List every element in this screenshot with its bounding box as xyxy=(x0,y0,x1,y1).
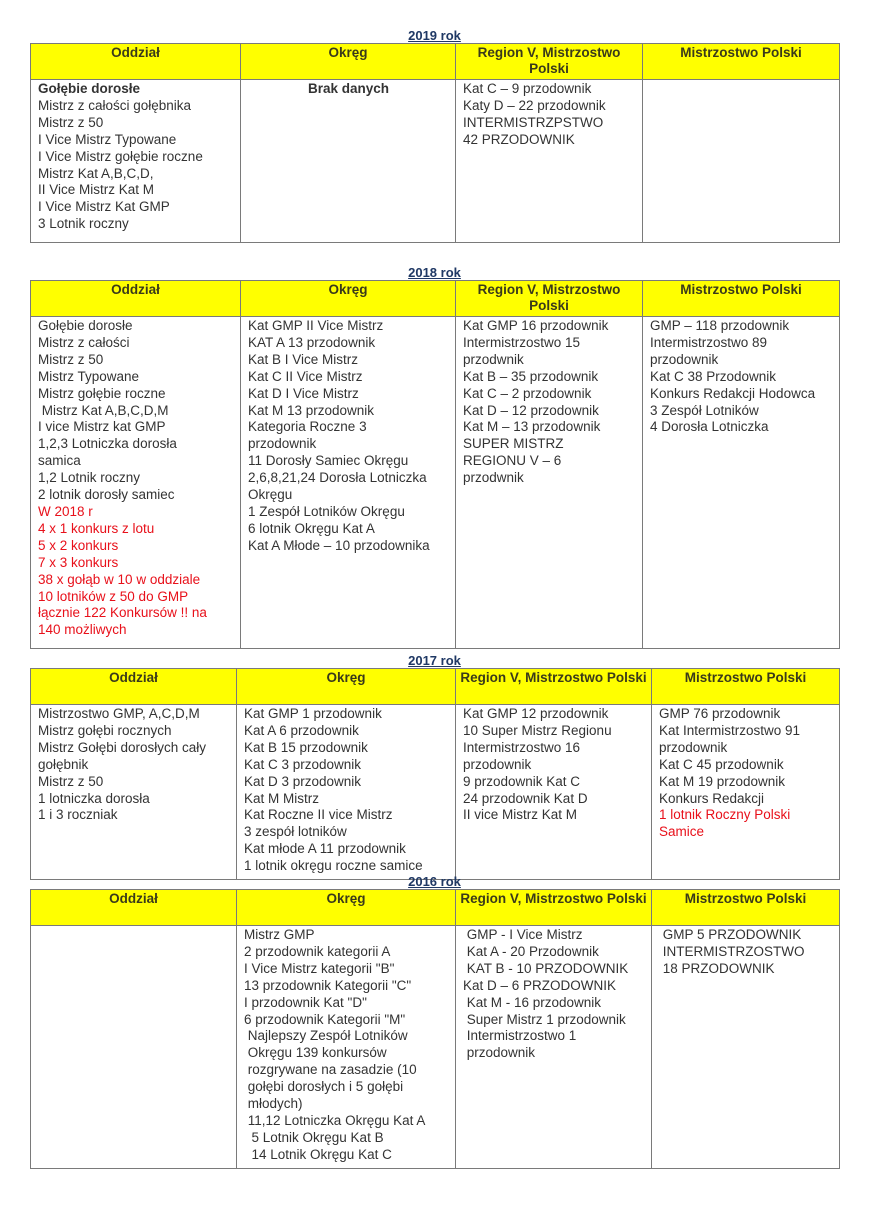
cell-line: 1 i 3 roczniak xyxy=(38,807,118,823)
cell-line: Brak danych xyxy=(307,81,390,96)
results-table xyxy=(30,43,840,243)
cell-line: Konkurs Redakcji xyxy=(659,790,765,806)
cell-line: Kat M – 13 przodownik xyxy=(463,419,601,435)
cell-line: KAT A 13 przodownik xyxy=(248,334,376,350)
section-2017 xyxy=(30,653,839,880)
cell-oddzial xyxy=(31,317,241,649)
column-header-okreg: Okręg xyxy=(241,44,456,80)
column-header-oddzial: Oddział xyxy=(31,281,241,317)
cell-line: 3 zespół lotników xyxy=(244,824,347,840)
cell-line: Kat A Młode – 10 przodownika xyxy=(248,537,430,553)
cell-line: INTERMISTRZPSTWO xyxy=(463,114,604,130)
cell-line: 4 Dorosła Lotniczka xyxy=(650,419,769,435)
cell-line: łącznie 122 Konkursów !! na xyxy=(38,605,207,621)
cell-region xyxy=(456,317,643,649)
cell-polska xyxy=(643,317,840,649)
cell-line: Kat Intermistrzostwo 91 xyxy=(659,722,801,738)
cell-line: 10 Super Mistrz Regionu xyxy=(463,722,612,738)
cell-line: Kat B 15 przodownik xyxy=(244,739,368,755)
cell-line: 6 przodownik Kategorii "M" xyxy=(244,1011,406,1027)
cell-line: Mistrz gołębi rocznych xyxy=(38,722,172,738)
cell-line: Kat C 38 Przodownik xyxy=(650,368,777,384)
table-row xyxy=(31,80,840,243)
cell-line: I Vice Mistrz gołębie roczne xyxy=(38,148,203,164)
cell-line: 1,2 Lotnik roczny xyxy=(38,470,141,486)
cell-line: Kat GMP 12 przodownik xyxy=(463,706,609,721)
column-header-region: Region V, Mistrzostwo Polski xyxy=(456,44,643,80)
cell-line: Mistrz Gołębi dorosłych cały xyxy=(38,739,207,755)
cell-line: GMP – 118 przodownik xyxy=(650,318,790,333)
cell-region xyxy=(456,80,643,243)
cell-line: Kat Roczne II vice Mistrz xyxy=(244,807,393,823)
cell-line: Kat B I Vice Mistrz xyxy=(248,351,359,367)
cell-line: GMP 5 PRZODOWNIK xyxy=(659,927,802,942)
cell-line: Mistrzostwo GMP, A,C,D,M xyxy=(38,706,200,721)
cell-line: 11 Dorosły Samiec Okręgu xyxy=(248,453,409,469)
section-2016 xyxy=(30,874,839,1169)
column-header-oddzial: Oddział xyxy=(31,890,237,926)
cell-region xyxy=(456,926,652,1169)
cell-oddzial xyxy=(31,80,241,243)
cell-line: 1,2,3 Lotniczka dorosła xyxy=(38,436,177,452)
cell-line: 1 lotnik okręgu roczne samice xyxy=(244,858,423,874)
cell-line: Super Mistrz 1 przodownik xyxy=(463,1011,626,1027)
cell-line: GMP 76 przodownik xyxy=(659,706,781,721)
table-row xyxy=(31,705,840,880)
cell-line: Intermistrzostwo 16 xyxy=(463,739,581,755)
year-title: 2018 rok xyxy=(408,265,461,280)
cell-line: Mistrz z całości gołębnika xyxy=(38,97,192,113)
cell-line: Kat C II Vice Mistrz xyxy=(248,368,363,384)
cell-line: Kat D – 12 przodownik xyxy=(463,402,599,418)
cell-line: Samice xyxy=(659,824,705,840)
cell-line: Intermistrzostwo 1 xyxy=(463,1028,577,1044)
cell-line: W 2018 r xyxy=(38,503,93,519)
cell-line: gołębi dorosłych i 5 gołębi xyxy=(244,1079,404,1095)
column-header-okreg: Okręg xyxy=(237,669,456,705)
cell-line: II Vice Mistrz Kat M xyxy=(38,182,155,198)
cell-line: Kat D – 6 PRZODOWNIK xyxy=(463,977,617,993)
cell-line: przodownik xyxy=(248,436,317,452)
table-header-row xyxy=(31,44,840,80)
cell-line: przodwnik xyxy=(463,351,524,367)
cell-line: 18 PRZODOWNIK xyxy=(659,960,775,976)
column-header-okreg: Okręg xyxy=(241,281,456,317)
table-header-row xyxy=(31,281,840,317)
cell-line: Kategoria Roczne 3 xyxy=(248,419,367,435)
cell-line: przodwnik xyxy=(463,470,524,486)
cell-line: I Vice Mistrz Typowane xyxy=(38,131,177,147)
cell-line: 42 PRZODOWNIK xyxy=(463,131,575,147)
year-title: 2016 rok xyxy=(408,874,461,889)
cell-line: Gołębie dorosłe xyxy=(38,81,141,96)
cell-line: INTERMISTRZOSTWO xyxy=(659,943,805,959)
cell-line: przodownik xyxy=(463,1045,536,1061)
cell-okreg xyxy=(241,80,456,243)
cell-line: I Vice Mistrz kategorii "B" xyxy=(244,960,395,976)
cell-line: Kat M 19 przodownik xyxy=(659,773,786,789)
cell-line: Kat młode A 11 przodownik xyxy=(244,841,406,857)
cell-line: 1 Zespół Lotników Okręgu xyxy=(248,503,405,519)
cell-line: Mistrz gołębie roczne xyxy=(38,385,166,401)
cell-line: 2 przodownik kategorii A xyxy=(244,943,391,959)
cell-line: 7 x 3 konkurs xyxy=(38,554,119,570)
cell-line: przodownik xyxy=(463,756,532,772)
cell-line: Kat C – 9 przodownik xyxy=(463,81,592,96)
cell-line: 11,12 Lotniczka Okręgu Kat A xyxy=(244,1112,426,1128)
cell-line: I Vice Mistrz Kat GMP xyxy=(38,199,170,215)
cell-line: REGIONU V – 6 xyxy=(463,453,562,469)
cell-line: Kat GMP 16 przodownik xyxy=(463,318,609,333)
cell-line: SUPER MISTRZ xyxy=(463,436,564,452)
table-row xyxy=(31,926,840,1169)
cell-line: 3 Zespół Lotników xyxy=(650,402,759,418)
cell-line: Mistrz Kat A,B,C,D,M xyxy=(38,402,169,418)
cell-line: 6 lotnik Okręgu Kat A xyxy=(248,520,375,536)
cell-line: Intermistrzostwo 89 xyxy=(650,334,768,350)
cell-line: Kat A 6 przodownik xyxy=(244,722,359,738)
cell-line: 5 Lotnik Okręgu Kat B xyxy=(244,1129,384,1145)
cell-line: Okręgu xyxy=(248,487,293,503)
cell-line: przodownik xyxy=(650,351,719,367)
cell-line: Kat M - 16 przodownik xyxy=(463,994,602,1010)
cell-line: 140 możliwych xyxy=(38,622,127,638)
cell-line: Mistrz Typowane xyxy=(38,368,140,384)
cell-okreg xyxy=(237,705,456,880)
results-table xyxy=(30,889,840,1169)
cell-polska xyxy=(643,80,840,243)
cell-line: Kat M 13 przodownik xyxy=(248,402,375,418)
cell-line: Kat D I Vice Mistrz xyxy=(248,385,359,401)
column-header-okreg: Okręg xyxy=(237,890,456,926)
cell-line: 9 przodownik Kat C xyxy=(463,773,581,789)
column-header-region: Region V, Mistrzostwo Polski xyxy=(456,890,652,926)
cell-oddzial xyxy=(31,705,237,880)
column-header-polska: Mistrzostwo Polski xyxy=(652,890,840,926)
results-table xyxy=(30,668,840,880)
cell-line: Kat M Mistrz xyxy=(244,790,320,806)
cell-line: II vice Mistrz Kat M xyxy=(463,807,578,823)
cell-line: 5 x 2 konkurs xyxy=(38,537,119,553)
cell-line: 1 lotnik Roczny Polski xyxy=(659,807,791,823)
cell-region xyxy=(456,705,652,880)
cell-line: Kat C 45 przodownik xyxy=(659,756,784,772)
cell-line: 10 lotników z 50 do GMP xyxy=(38,588,189,604)
cell-line: Intermistrzostwo 15 xyxy=(463,334,581,350)
cell-line: samica xyxy=(38,453,81,469)
cell-line: Konkurs Redakcji Hodowca xyxy=(650,385,816,401)
cell-line: Mistrz Kat A,B,C,D, xyxy=(38,165,154,181)
column-header-region: Region V, Mistrzostwo Polski xyxy=(456,281,643,317)
cell-oddzial xyxy=(31,926,237,1169)
cell-line: młodych) xyxy=(244,1096,303,1112)
cell-line: Gołębie dorosłe xyxy=(38,318,133,333)
cell-line: 14 Lotnik Okręgu Kat C xyxy=(244,1146,392,1162)
column-header-region: Region V, Mistrzostwo Polski xyxy=(456,669,652,705)
cell-polska xyxy=(652,926,840,1169)
table-row xyxy=(31,317,840,649)
cell-line: gołębnik xyxy=(38,756,89,772)
column-header-polska: Mistrzostwo Polski xyxy=(643,281,840,317)
cell-line: Mistrz z 50 xyxy=(38,773,104,789)
cell-okreg xyxy=(241,317,456,649)
cell-line: GMP - I Vice Mistrz xyxy=(463,927,583,942)
table-header-row xyxy=(31,890,840,926)
cell-line: Kat C 3 przodownik xyxy=(244,756,362,772)
cell-line: I vice Mistrz kat GMP xyxy=(38,419,166,435)
results-table xyxy=(30,280,840,649)
table-header-row xyxy=(31,669,840,705)
section-2019 xyxy=(30,28,839,243)
section-2018 xyxy=(30,265,839,649)
cell-line: Okręgu 139 konkursów xyxy=(244,1045,387,1061)
cell-line: Kat A - 20 Przodownik xyxy=(463,943,599,959)
cell-line: 13 przodownik Kategorii "C" xyxy=(244,977,412,993)
cell-line: 38 x gołąb w 10 w oddziale xyxy=(38,571,201,587)
cell-line: Mistrz GMP xyxy=(244,927,315,942)
cell-line: Katy D – 22 przodownik xyxy=(463,97,606,113)
cell-line: przodownik xyxy=(659,739,728,755)
cell-line: rozgrywane na zasadzie (10 xyxy=(244,1062,417,1078)
cell-line: 2,6,8,21,24 Dorosła Lotniczka xyxy=(248,470,427,486)
column-header-polska: Mistrzostwo Polski xyxy=(643,44,840,80)
cell-line: Kat C – 2 przodownik xyxy=(463,385,592,401)
year-title: 2019 rok xyxy=(408,28,461,43)
cell-line: 24 przodownik Kat D xyxy=(463,790,588,806)
column-header-polska: Mistrzostwo Polski xyxy=(652,669,840,705)
cell-line: Kat B – 35 przodownik xyxy=(463,368,599,384)
column-header-oddzial: Oddział xyxy=(31,44,241,80)
cell-line: Kat GMP 1 przodownik xyxy=(244,706,382,721)
cell-line: Kat D 3 przodownik xyxy=(244,773,362,789)
cell-line: 2 lotnik dorosły samiec xyxy=(38,487,175,503)
cell-line: I przodownik Kat "D" xyxy=(244,994,367,1010)
year-title: 2017 rok xyxy=(408,653,461,668)
cell-line: KAT B - 10 PRZODOWNIK xyxy=(463,960,629,976)
cell-line: 4 x 1 konkurs z lotu xyxy=(38,520,155,536)
cell-polska xyxy=(652,705,840,880)
column-header-oddzial: Oddział xyxy=(31,669,237,705)
cell-line: Najlepszy Zespół Lotników xyxy=(244,1028,408,1044)
cell-line: Mistrz z 50 xyxy=(38,114,104,130)
cell-line: 3 Lotnik roczny xyxy=(38,216,129,232)
cell-line: Mistrz z 50 xyxy=(38,351,104,367)
cell-line: Mistrz z całości xyxy=(38,334,130,350)
cell-okreg xyxy=(237,926,456,1169)
cell-line: 1 lotniczka dorosła xyxy=(38,790,150,806)
cell-line: Kat GMP II Vice Mistrz xyxy=(248,318,384,333)
